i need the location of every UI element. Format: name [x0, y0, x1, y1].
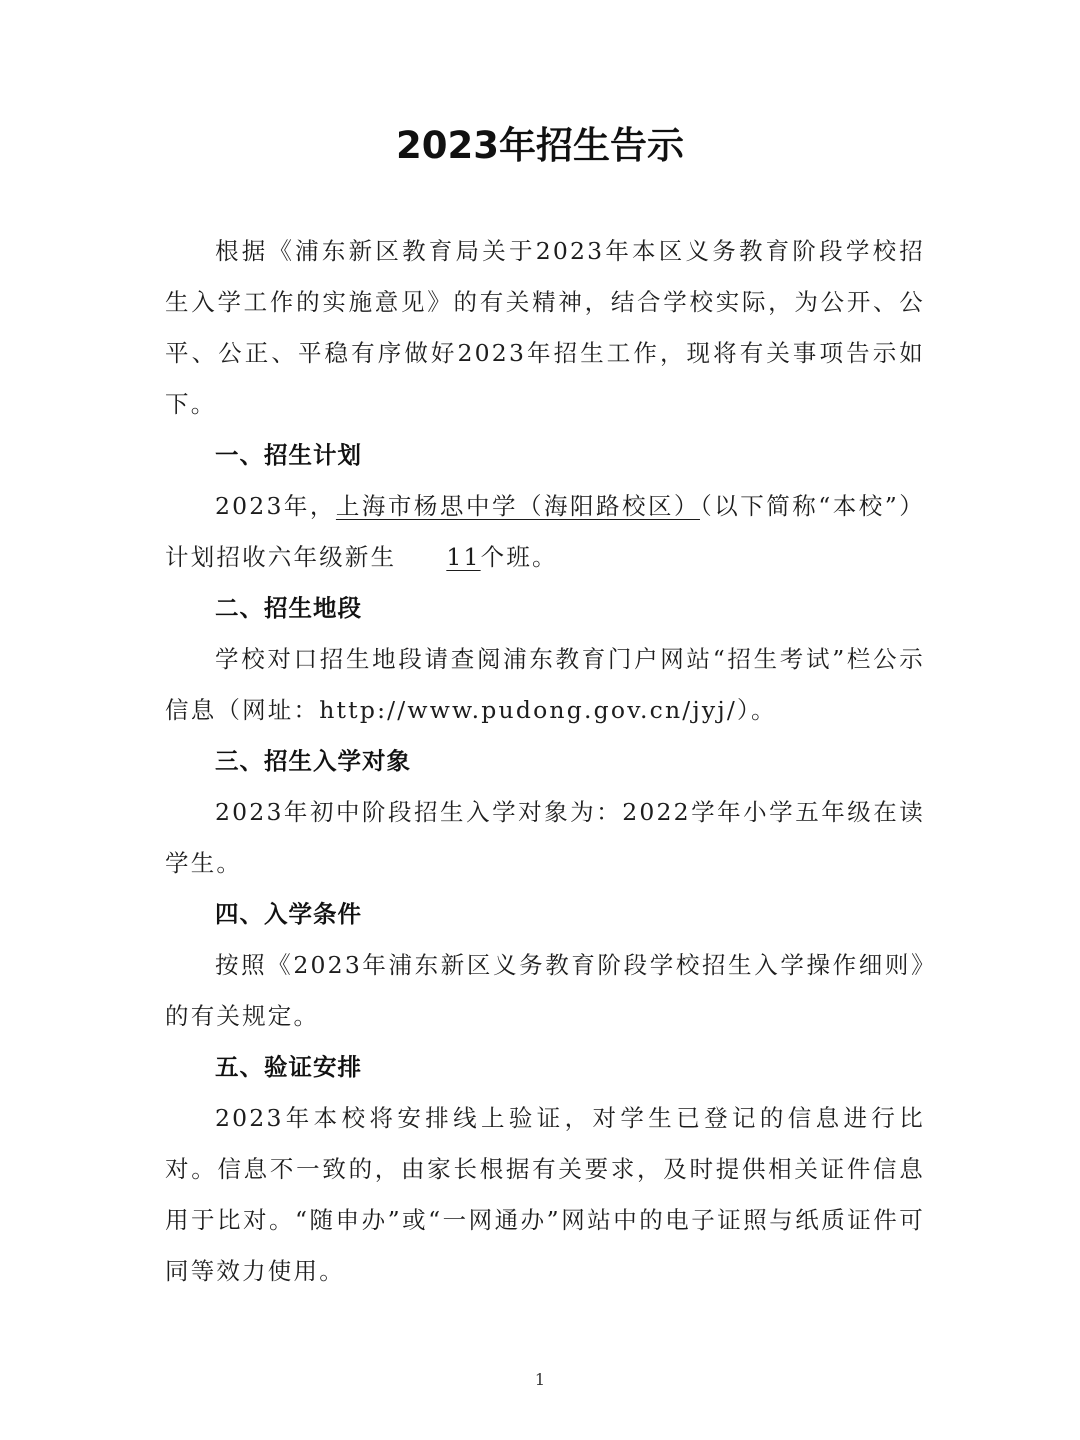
- section-heading-district: 二、招生地段: [215, 594, 362, 622]
- document-title: 2023年招生告示: [396, 124, 684, 167]
- section-text-district: 学校对口招生地段请查阅浦东教育门户网站“招生考试”栏公示信息（网址：http://www.pudong.gov.cn/jyj/）。: [165, 645, 925, 724]
- page-number: 1: [534, 1370, 546, 1389]
- section-heading-verification: 五、验证安排: [215, 1053, 362, 1081]
- section-text-plan: [165, 481, 925, 583]
- section-text-conditions: 按照《2023年浦东新区义务教育阶段学校招生入学操作细则》的有关规定。: [165, 951, 925, 1030]
- school-name: 上海市杨思中学（海阳路校区）: [335, 492, 700, 520]
- plan-text-suffix: 个班。: [480, 543, 558, 571]
- document-body: [165, 226, 925, 1297]
- intro-paragraph: 根据《浦东新区教育局关于2023年本区义务教育阶段学校招生入学工作的实施意见》的有关精神，结合学校实际，为公开、公平、公正、平稳有序做好2023年招生工作，现将有关事项告示如下。: [165, 237, 925, 418]
- class-count: 11: [446, 543, 481, 571]
- section-heading-eligibility: 三、招生入学对象: [215, 747, 411, 775]
- section-text-eligibility: 2023年初中阶段招生入学对象为：2022学年小学五年级在读学生。: [165, 798, 925, 877]
- section-heading-plan: 一、招生计划: [215, 441, 362, 469]
- section-heading-conditions: 四、入学条件: [215, 900, 362, 928]
- section-text-verification: 2023年本校将安排线上验证，对学生已登记的信息进行比对。信息不一致的，由家长根据有关要求，及时提供相关证件信息用于比对。“随申办”或“一网通办”网站中的电子证照与纸质证件可同等效力使用。: [165, 1104, 925, 1285]
- plan-text-prefix: 2023年，: [215, 492, 336, 520]
- plan-text-middle: （以下简称“本校”）计划招收六年级新生: [165, 492, 925, 571]
